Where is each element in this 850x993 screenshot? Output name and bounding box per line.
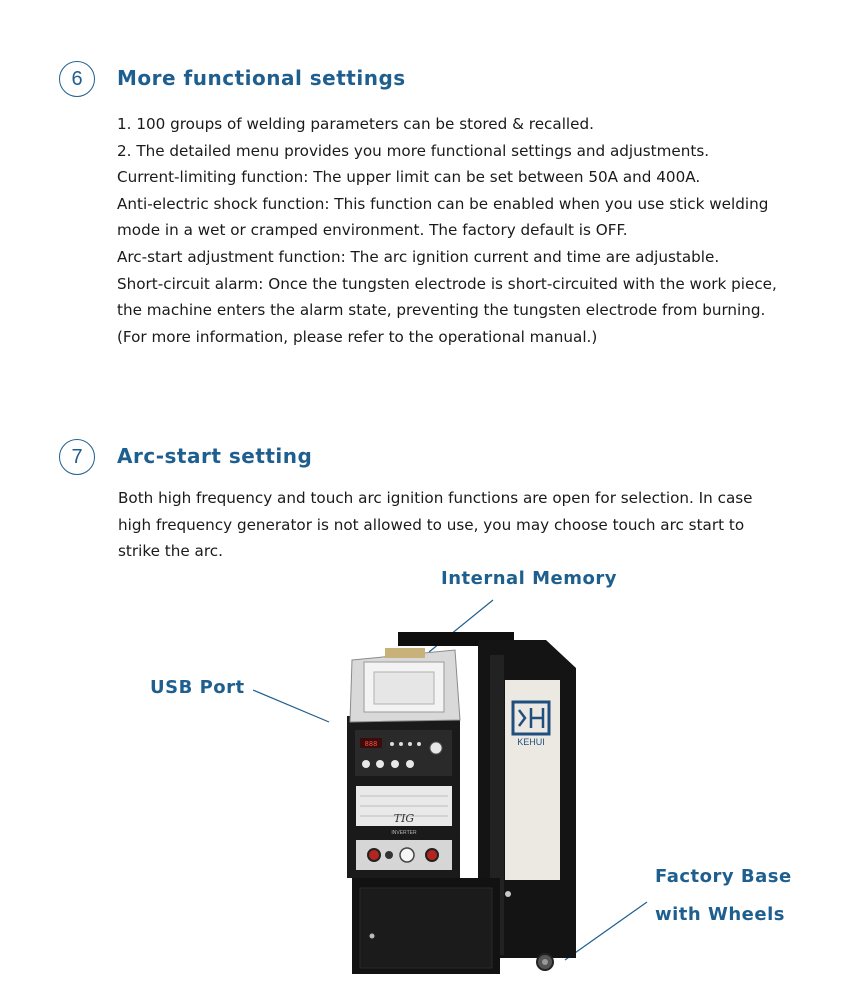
body-line: strike the arc. [118,542,223,561]
body-line: Short-circuit alarm: Once the tungsten electrode is short-circuited with the work piece, [117,274,777,293]
body-line: 1. 100 groups of welding parameters can be stored & recalled. [117,115,594,133]
body-line: (For more information, please refer to the operational manual.) [117,327,598,346]
gas-connector [400,848,414,862]
svg-text:INVERTER: INVERTER [391,830,417,836]
section-6-title: More functional settings [117,66,406,90]
body-line: the machine enters the alarm state, preventing the tungsten electrode from burning. [117,301,766,320]
callout-factory-base-line2: with Wheels [655,904,785,925]
body-line: mode in a wet or cramped environment. The factory default is OFF. [117,221,628,240]
model-label: TIG [393,812,415,825]
body-line: high frequency generator is not allowed to use, you may choose touch arc start to [118,515,745,534]
body-line: Current-limiting function: The upper limit can be set between 50A and 400A. [117,168,701,187]
body-line: Arc-start adjustment function: The arc ignition current and time are adjustable. [117,247,720,266]
body-line: Anti-electric shock function: This function can be enabled when you use stick welding [117,194,769,213]
callout-internal-memory: Internal Memory [441,568,617,589]
section-7-number: 7 [59,439,95,475]
section-6-number: 6 [59,61,95,97]
section-7-title: Arc-start setting [117,444,313,468]
terminal-positive [426,849,438,861]
body-line: Both high frequency and touch arc ignition functions are open for selection. In case [118,489,753,507]
brand-label: KEHUI [517,737,545,747]
leader-line-factory-base [565,902,647,960]
leader-line-usb-port [253,690,329,722]
callout-factory-base-line1: Factory Base [655,866,792,887]
svg-text:888: 888 [364,740,378,748]
terminal-negative [368,849,380,861]
callout-usb-port: USB Port [150,677,245,698]
body-line: 2. The detailed menu provides you more functional settings and adjustments. [117,141,710,160]
